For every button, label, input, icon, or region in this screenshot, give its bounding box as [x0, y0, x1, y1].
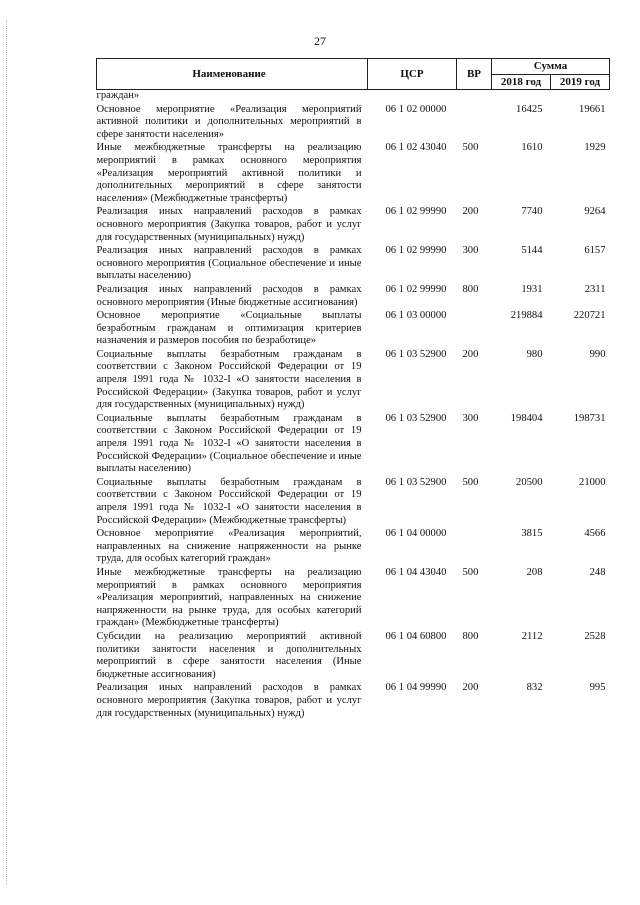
row-name: Основное мероприятие «Реализация мероприятий активной политики и дополнительных мероприятий в сфере занятости населения»	[96, 103, 362, 140]
table-row	[97, 142, 610, 206]
table-row	[97, 349, 610, 413]
row-name: Реализация иных направлений расходов в рамках основного мероприятия (Социальное обеспечение и иные выплаты населению)	[96, 245, 362, 282]
row-csr: 06 1 04 60800	[385, 630, 447, 642]
row-vr	[457, 104, 492, 143]
row-2018: 5144	[521, 245, 543, 257]
row-2018: 2112	[521, 630, 543, 642]
row-2019: 4566	[584, 528, 606, 540]
row-name: Субсидии на реализацию мероприятий активной политики занятости населения и дополнительных мероприятий в сфере занятости населения (Иные бюджетные ассигнования)	[96, 630, 362, 680]
row-2018: 16425	[516, 103, 543, 115]
row-2019: 990	[589, 348, 606, 360]
row-name: Реализация иных направлений расходов в рамках основного мероприятия (Закупка товаров, работ и услуг для государственных (муниципальных) нужд)	[96, 682, 362, 719]
row-csr: 06 1 04 99990	[385, 682, 447, 694]
row-vr: 800	[462, 630, 479, 642]
row-2018: 1931	[521, 283, 543, 295]
row-vr: 200	[462, 348, 479, 360]
header-2018: 2018 год	[492, 75, 551, 90]
row-2018: 7740	[521, 206, 543, 218]
table-row	[97, 284, 610, 310]
table-row	[97, 682, 610, 721]
row-csr: 06 1 04 43040	[385, 566, 447, 578]
row-name: Основное мероприятие «Реализация мероприятий, направленных на снижение напряженности на рынке труда, для особых категорий граждан»	[96, 528, 362, 565]
table-row	[97, 413, 610, 477]
table-row	[97, 477, 610, 528]
row-vr: 300	[462, 245, 479, 257]
row-name: Социальные выплаты безработным гражданам в соответствии с Законом Российской Федерации от 19 апреля 1991 года № 1032-I «О занятости населения в Российской Федерации» (Социальное обеспечение и иные выплаты населению)	[96, 412, 362, 475]
row-2019: 2311	[584, 283, 606, 295]
row-2019: 21000	[579, 476, 606, 488]
row-csr: 06 1 04 00000	[385, 528, 447, 540]
table-row	[97, 245, 610, 284]
header-name: Наименование	[97, 59, 368, 90]
row-2019: 248	[589, 566, 606, 578]
row-2019: 198731	[573, 412, 606, 424]
row-csr: 06 1 03 52900	[385, 348, 447, 360]
row-vr: 300	[462, 412, 479, 424]
row-2019: 2528	[584, 630, 606, 642]
table-row	[97, 631, 610, 682]
row-vr: 500	[462, 142, 479, 154]
page-number: 27	[314, 34, 326, 48]
row-2019: 1929	[584, 142, 606, 154]
table-row	[97, 528, 610, 567]
row-2018: 219884	[510, 310, 543, 322]
row-csr: 06 1 03 52900	[385, 476, 447, 488]
row-vr: 200	[462, 682, 479, 694]
row-name: Основное мероприятие «Социальные выплаты безработным гражданам и оптимизация критериев назначения и размеров пособия по безработице»	[96, 310, 362, 347]
row-2019: 9264	[584, 206, 606, 218]
header-sum: Сумма	[492, 59, 610, 75]
row-2018: 832	[526, 682, 543, 694]
row-name: Социальные выплаты безработным гражданам в соответствии с Законом Российской Федерации от 19 апреля 1991 года № 1032-I «О занятости населения в Российской Федерации» (Межбюджетные трансферты)	[96, 476, 362, 526]
table-row	[97, 206, 610, 245]
scan-edge-line	[6, 20, 7, 885]
row-2018: 1610	[521, 142, 543, 154]
header-2019: 2019 год	[551, 75, 610, 90]
row-name: Реализация иных направлений расходов в рамках основного мероприятия (Иные бюджетные ассигнования)	[96, 283, 362, 308]
row-csr: 06 1 02 99990	[385, 206, 447, 218]
row-name: Иные межбюджетные трансферты на реализацию мероприятий в рамках основного мероприятия «Реализация мероприятий активной политики и дополнительных мероприятий в сфере занятости населения» (Межбюджетные трансферты)	[96, 142, 362, 204]
row-vr: 500	[462, 476, 479, 488]
row-name: Иные межбюджетные трансферты на реализацию мероприятий в рамках основного мероприятия «Реализация мероприятий, направленных на снижение напряженности на рынке труда, для особых категорий граждан» (Межбюджетные трансферты)	[96, 566, 362, 629]
budget-table	[96, 58, 610, 721]
row-2018: 198404	[510, 412, 543, 424]
table-row	[97, 567, 610, 631]
table-row	[97, 310, 610, 349]
row-vr	[457, 528, 492, 567]
row-2018: 208	[526, 566, 543, 578]
row-vr: 500	[462, 566, 479, 578]
row-name: Реализация иных направлений расходов в рамках основного мероприятия (Закупка товаров, работ и услуг для государственных (муниципальных) нужд)	[96, 206, 362, 243]
row-2018: 3815	[521, 528, 543, 540]
row-csr: 06 1 03 52900	[385, 412, 447, 424]
row-vr: 200	[462, 206, 479, 218]
row-2018: 20500	[516, 476, 543, 488]
row-csr: 06 1 02 99990	[385, 245, 447, 257]
row-csr: 06 1 03 00000	[385, 310, 447, 322]
table-row	[97, 104, 610, 143]
row-csr: 06 1 02 43040	[385, 142, 447, 154]
row-vr: 800	[462, 283, 479, 295]
header-vr: ВР	[457, 59, 492, 90]
continuation-text: граждан»	[96, 90, 140, 101]
row-2019: 995	[589, 682, 606, 694]
row-2019: 220721	[573, 310, 606, 322]
header-csr: ЦСР	[368, 59, 457, 90]
row-2019: 6157	[584, 245, 606, 257]
row-csr: 06 1 02 99990	[385, 283, 447, 295]
row-vr	[457, 310, 492, 349]
row-2019: 19661	[579, 103, 606, 115]
row-name: Социальные выплаты безработным гражданам в соответствии с Законом Российской Федерации от 19 апреля 1991 года № 1032-I «О занятости населения в Российской Федерации» (Закупка товаров, работ и услуг для государственных (муниципальных) нужд)	[96, 348, 362, 411]
row-2018: 980	[526, 348, 543, 360]
row-csr: 06 1 02 00000	[385, 103, 447, 115]
